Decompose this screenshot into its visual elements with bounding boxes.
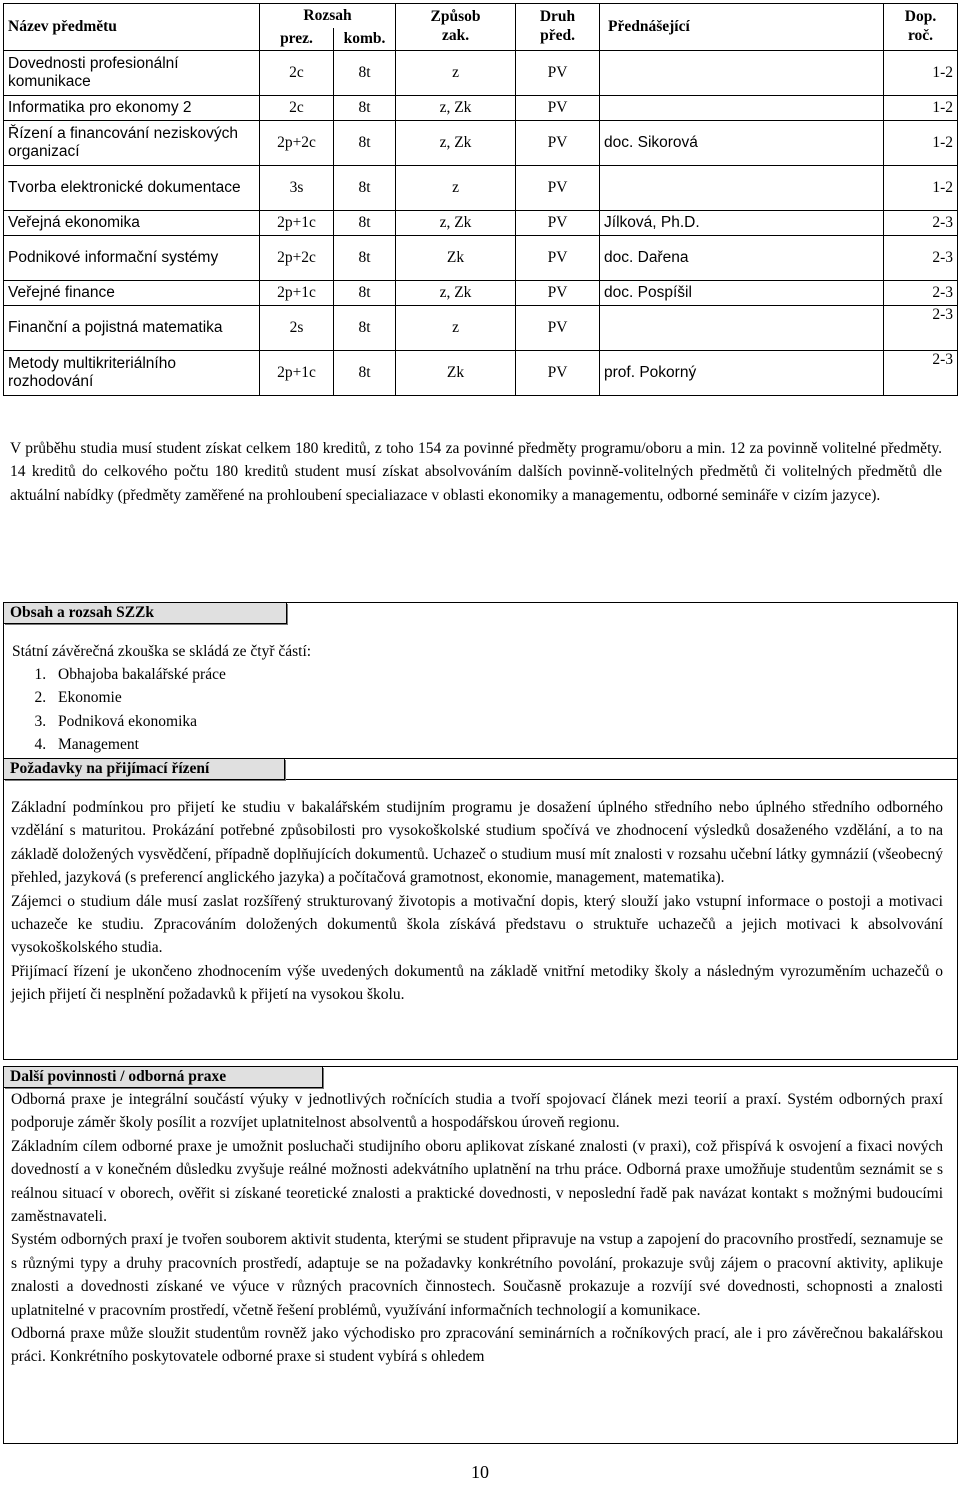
course-zak: z xyxy=(396,51,516,96)
practice-paragraph: Odborná praxe může sloužit studentům rovněž jako východisko pro zpracování seminárních a ročníkových prací, ale i pro závěrečnou bakalářskou práci. Konkrétního poskytovatele odborné praxe si student vybírá s ohledem xyxy=(11,1325,943,1366)
course-druh: PV xyxy=(516,51,600,96)
szzk-intro: Státní závěrečná zkouška se skládá ze čtyř částí: xyxy=(12,643,312,660)
course-zak: Zk xyxy=(396,236,516,281)
course-druh: PV xyxy=(516,306,600,351)
course-komb: 8t xyxy=(334,236,396,281)
course-lecturer: doc. Pospíšil xyxy=(600,281,884,306)
course-lecturer: Jílková, Ph.D. xyxy=(600,211,884,236)
admission-title: Požadavky na přijímací řízení xyxy=(4,759,285,780)
course-zak: z xyxy=(396,306,516,351)
course-druh: PV xyxy=(516,281,600,306)
practice-paragraph: Odborná praxe je integrální součástí výuky v jednotlivých ročnících studia a tvoří spojovací článek mezi teorií a praxí. Systém odborných praxí podporuje záměr školy posílit a rozvíjet uplatnitelnost absolventů a hospodářskou úroveň regionu. xyxy=(11,1091,943,1132)
course-name: Finanční a pojistná matematika xyxy=(4,306,260,351)
course-komb: 8t xyxy=(334,306,396,351)
course-table xyxy=(3,3,958,396)
szzk-parts-list xyxy=(4,663,957,756)
course-name: Informatika pro ekonomy 2 xyxy=(4,96,260,121)
course-druh: PV xyxy=(516,121,600,166)
course-komb: 8t xyxy=(334,281,396,306)
page-number: 10 xyxy=(471,1462,489,1482)
course-lecturer xyxy=(600,306,884,351)
course-year: 2-3 xyxy=(884,211,958,236)
admission-paragraph: Přijímací řízení je ukončeno zhodnocením výše uvedených dokumentů na základě vnitřní metodiky školy a následným vyrozuměním uchazečů o jejich přijetí či nesplnění požadavků k přijetí na vysokou školu. xyxy=(11,962,943,1004)
course-zak: z, Zk xyxy=(396,96,516,121)
course-year: 1-2 xyxy=(884,166,958,211)
credits-note-text: V průběhu studia musí student získat celkem 180 kreditů, z toho 154 za povinné předměty programu/oboru a min. 12 za povinně volitelné předměty. 14 kreditů do celkového počtu 180 kreditů student musí získat absolvováním dalších povinně-volitelných předmětů či volitelných předmětů dle aktuální nabídky (předměty zaměřené na prohloubení specialiazace v oblasti ekonomiky a managementu, odborné semináře v cizím jazyce). xyxy=(10,440,942,504)
course-name: Veřejné finance xyxy=(4,281,260,306)
course-lecturer: doc. Dařena xyxy=(600,236,884,281)
course-prez: 2p+2c xyxy=(260,121,334,166)
admission-paragraph: Zájemci o studium dále musí zaslat rozšířený strukturovaný životopis a motivační dopis, který slouží jako vstupní informace o postoji a motivaci uchazeče ke studiu. Zpracováním doložených dokumentů škola získává představu o struktuře uchazečů a jejich motivaci k absolvování vysokoškolského studia. xyxy=(11,892,943,957)
list-item: 3. Podniková ekonomika xyxy=(50,710,957,733)
table-header-row xyxy=(4,4,958,29)
practice-body xyxy=(11,1088,943,1369)
practice-title: Další povinnosti / odborná praxe xyxy=(4,1067,323,1088)
header-rozsah: Rozsah xyxy=(260,4,396,29)
practice-section xyxy=(3,1066,958,1444)
practice-paragraph: Systém odborných praxí je tvořen souborem aktivit studenta, kterými se student připravuje na vstup a zapojení do pracovního prostředí, seznamuje se s různými typy a druhy pracovních prostředí, adaptuje se na požadavky konkrétního povolání, prokazuje svůj zájem o pracovní aktivity, aplikuje znalosti a dovednosti získané ve výuce v různých pracovních činnostech. Současně prokazuje a rozvíjí své dovednosti, schopnosti a znalosti uplatnitelné v pracovním prostředí, včetně řešení problémů, využívání informačních technologií a komunikace. xyxy=(11,1231,943,1319)
course-komb: 8t xyxy=(334,351,396,396)
table-row xyxy=(4,236,958,281)
szzk-section xyxy=(3,602,958,780)
course-prez: 2p+1c xyxy=(260,281,334,306)
course-year: 2-3 xyxy=(884,236,958,281)
header-prednasejici: Přednášející xyxy=(600,4,884,51)
course-lecturer xyxy=(600,96,884,121)
course-druh: PV xyxy=(516,96,600,121)
header-dop-roc: Dop. roč. xyxy=(884,4,958,51)
list-item: 2. Ekonomie xyxy=(50,686,957,709)
table-row xyxy=(4,351,958,396)
course-prez: 2p+1c xyxy=(260,211,334,236)
course-lecturer: prof. Pokorný xyxy=(600,351,884,396)
course-prez: 2s xyxy=(260,306,334,351)
course-year: 1-2 xyxy=(884,51,958,96)
course-name: Řízení a financování neziskových organizací xyxy=(4,121,260,166)
course-komb: 8t xyxy=(334,121,396,166)
course-zak: z xyxy=(396,166,516,211)
list-item: 1. Obhajoba bakalářské práce xyxy=(50,663,957,686)
header-name: Název předmětu xyxy=(4,4,260,51)
course-zak: z, Zk xyxy=(396,121,516,166)
course-prez: 2p+1c xyxy=(260,351,334,396)
admission-paragraph: Základní podmínkou pro přijetí ke studiu v bakalářském studijním programu je dosažení úplného středního nebo úplného středního odborného vzdělání s maturitou. Prokázání potřebné způsobilosti pro vysokoškolské studium spočívá ve zhodnocení výsledků dosaženého vzdělání, a to na základě doložených vysvědčení, případně doplňujících dokumentů. Uchazeč o studium musí mít znalosti v rozsahu učební látky gymnázií (všeobecný přehled, jazyková (s preferencí anglického jazyka) a počítačová gramotnost, ekonomie, management, matematika). xyxy=(11,799,943,887)
course-prez: 2c xyxy=(260,96,334,121)
szzk-title: Obsah a rozsah SZZk xyxy=(4,603,287,624)
table-row xyxy=(4,306,958,351)
course-prez: 3s xyxy=(260,166,334,211)
header-prez: prez. xyxy=(260,28,334,51)
course-lecturer xyxy=(600,166,884,211)
course-zak: z, Zk xyxy=(396,211,516,236)
course-zak: Zk xyxy=(396,351,516,396)
header-zpusob: Způsob zak. xyxy=(396,4,516,51)
course-komb: 8t xyxy=(334,166,396,211)
course-year: 2-3 xyxy=(884,351,958,396)
course-komb: 8t xyxy=(334,51,396,96)
course-year: 2-3 xyxy=(884,306,958,351)
course-druh: PV xyxy=(516,166,600,211)
course-year: 1-2 xyxy=(884,96,958,121)
course-lecturer: doc. Sikorová xyxy=(600,121,884,166)
course-druh: PV xyxy=(516,351,600,396)
course-name: Podnikové informační systémy xyxy=(4,236,260,281)
course-zak: z, Zk xyxy=(396,281,516,306)
table-row xyxy=(4,121,958,166)
course-komb: 8t xyxy=(334,96,396,121)
credits-note xyxy=(10,437,942,507)
course-lecturer xyxy=(600,51,884,96)
admission-section xyxy=(3,758,958,1060)
course-prez: 2c xyxy=(260,51,334,96)
table-row xyxy=(4,211,958,236)
practice-paragraph: Základním cílem odborné praxe je umožnit posluchači studijního oboru aplikovat získané znalosti (v praxi), což přispívá k osvojení a fixaci nových dovedností a v konečném důsledku zvyšuje reálné možnosti adekvátního uplatnění na trhu práce. Odborná praxe umožňuje studentům seznámit se s reálnou situací v oborech, ověřit si získané teoretické znalosti a praktické dovednosti, v neposlední řadě pak navázat kontakt s možnými budoucími zaměstnavateli. xyxy=(11,1137,943,1226)
course-year: 1-2 xyxy=(884,121,958,166)
header-komb: komb. xyxy=(334,28,396,51)
course-druh: PV xyxy=(516,211,600,236)
list-item: 4. Management xyxy=(50,733,957,756)
course-komb: 8t xyxy=(334,211,396,236)
table-row xyxy=(4,51,958,96)
course-name: Dovednosti profesionální komunikace xyxy=(4,51,260,96)
table-row xyxy=(4,166,958,211)
course-name: Tvorba elektronické dokumentace xyxy=(4,166,260,211)
table-row xyxy=(4,281,958,306)
admission-body xyxy=(11,796,943,1007)
header-druh: Druh před. xyxy=(516,4,600,51)
course-name: Metody multikriteriálního rozhodování xyxy=(4,351,260,396)
table-row xyxy=(4,96,958,121)
course-year: 2-3 xyxy=(884,281,958,306)
course-name: Veřejná ekonomika xyxy=(4,211,260,236)
course-prez: 2p+2c xyxy=(260,236,334,281)
course-druh: PV xyxy=(516,236,600,281)
